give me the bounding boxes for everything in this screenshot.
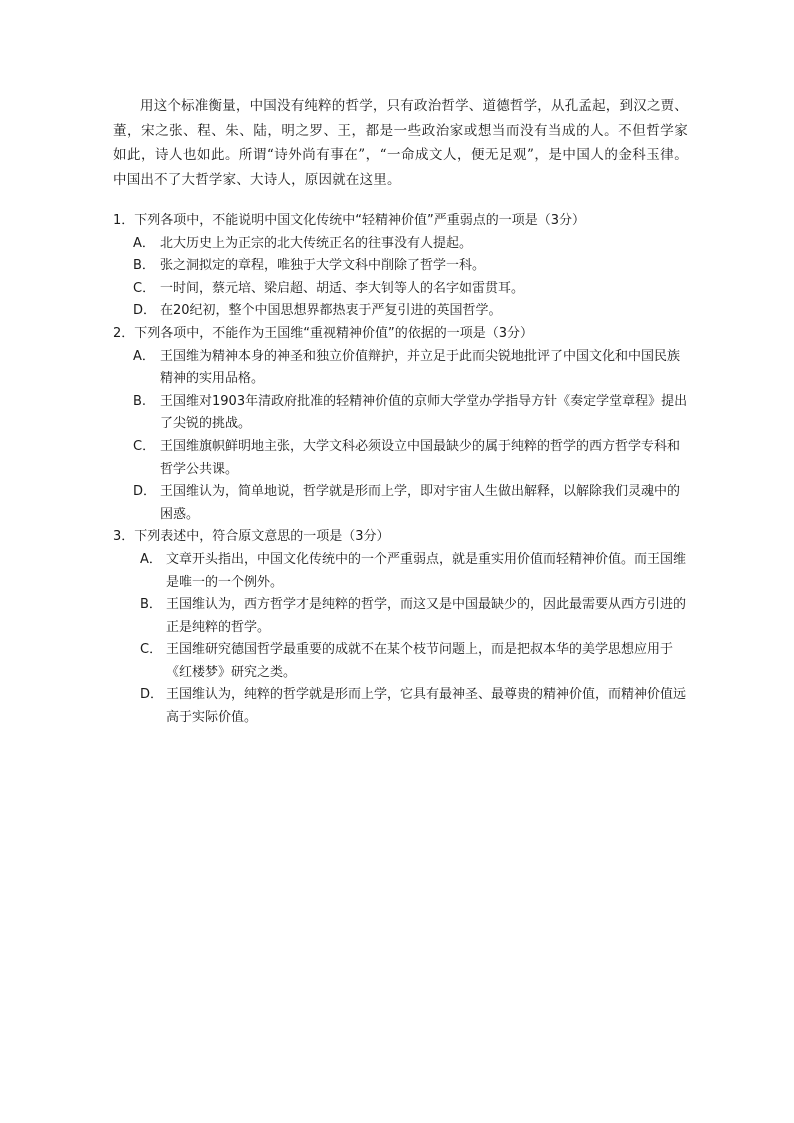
passage-paragraph: 用这个标准衡量，中国没有纯粹的哲学，只有政治哲学、道德哲学，从孔孟起，到汉之贾、董，宋之张、程、朱、陆，明之罗、王，都是一些政治家或想当而没有当成的人。不但哲学家如此，诗人也如此。所谓“诗外尚有事在”，“一命成文人，便无足观”，是中国人的金科玉律。中国出不了大哲学家、大诗人，原因就在这里。 bbox=[113, 98, 688, 188]
question-1-options bbox=[113, 233, 688, 323]
question-2-stem: 2．下列各项中，不能作为王国维“重视精神价值”的依据的一项是（3分） bbox=[113, 325, 534, 341]
question-1-option-d bbox=[113, 300, 688, 323]
question-1-option-b bbox=[113, 255, 688, 278]
option-letter: B． bbox=[133, 258, 155, 274]
question-2-option-a bbox=[113, 346, 688, 391]
option-text: 一时间，蔡元培、梁启超、胡适、李大钊等人的名字如雷贯耳。 bbox=[160, 280, 525, 296]
question-2 bbox=[113, 323, 688, 526]
option-text: 王国维认为，简单地说，哲学就是形而上学，即对宇宙人生做出解释，以解除我们灵魂中的困惑。 bbox=[160, 484, 681, 522]
option-letter: A． bbox=[133, 348, 155, 364]
option-text: 文章开头指出，中国文化传统中的一个严重弱点，就是重实用价值而轻精神价值。而王国维是唯一的一个例外。 bbox=[166, 551, 687, 590]
question-3-option-d bbox=[113, 684, 688, 729]
question-1-stem: 1．下列各项中，不能说明中国文化传统中“轻精神价值”严重弱点的一项是（3分） bbox=[113, 213, 586, 228]
option-text: 在20纪初，整个中国思想界都热衷于严复引进的英国哲学。 bbox=[160, 303, 502, 319]
option-text: 王国维研究德国哲学最重要的成就不在某个枝节问题上，而是把叔本华的美学思想应用于《红楼梦》研究之类。 bbox=[166, 642, 674, 680]
option-text: 北大历史上为正宗的北大传统正名的往事没有人提起。 bbox=[160, 235, 473, 251]
option-letter: C． bbox=[140, 642, 163, 658]
question-3-option-c bbox=[113, 639, 688, 684]
option-letter: A． bbox=[140, 551, 162, 567]
question-3-stem: 3．下列表述中，符合原文意思的一项是（3分） bbox=[113, 529, 390, 545]
option-letter: C． bbox=[133, 280, 156, 296]
question-2-option-b bbox=[113, 391, 688, 436]
question-3-option-b bbox=[113, 594, 688, 639]
question-1 bbox=[113, 210, 688, 323]
option-text: 王国维认为，西方哲学才是纯粹的哲学，而这又是中国最缺少的，因此最需要从西方引进的正是纯粹的哲学。 bbox=[166, 597, 687, 635]
question-1-option-c bbox=[113, 278, 688, 301]
option-text: 王国维认为，纯粹的哲学就是形而上学，它具有最神圣、最尊贵的精神价值，而精神价值远高于实际价值。 bbox=[166, 687, 687, 726]
option-letter: B． bbox=[140, 597, 162, 613]
option-letter: A． bbox=[133, 235, 155, 251]
option-text: 王国维对1903年清政府批准的轻精神价值的京师大学堂办学指导方针《奏定学堂章程》提出了尖锐的挑战。 bbox=[160, 393, 688, 432]
question-1-option-a bbox=[113, 233, 688, 256]
question-3 bbox=[113, 526, 688, 729]
question-list bbox=[113, 210, 688, 730]
option-letter: D． bbox=[133, 303, 157, 319]
question-2-option-c bbox=[113, 436, 688, 481]
option-text: 张之洞拟定的章程，唯独于大学文科中削除了哲学一科。 bbox=[160, 258, 486, 274]
option-letter: D． bbox=[133, 484, 157, 500]
option-text: 王国维旗帜鲜明地主张，大学文科必须设立中国最缺少的属于纯粹的哲学的西方哲学专科和哲学公共课。 bbox=[160, 438, 681, 477]
question-2-options bbox=[113, 346, 688, 527]
option-letter: B. bbox=[133, 393, 147, 409]
option-letter: C． bbox=[133, 438, 156, 454]
option-text: 王国维为精神本身的神圣和独立价值辩护，并立足于此而尖锐地批评了中国文化和中国民族精神的实用品格。 bbox=[160, 348, 681, 387]
option-letter: D． bbox=[140, 687, 164, 703]
question-2-option-d bbox=[113, 481, 688, 526]
question-3-option-a bbox=[113, 549, 688, 594]
question-3-options bbox=[113, 549, 688, 730]
